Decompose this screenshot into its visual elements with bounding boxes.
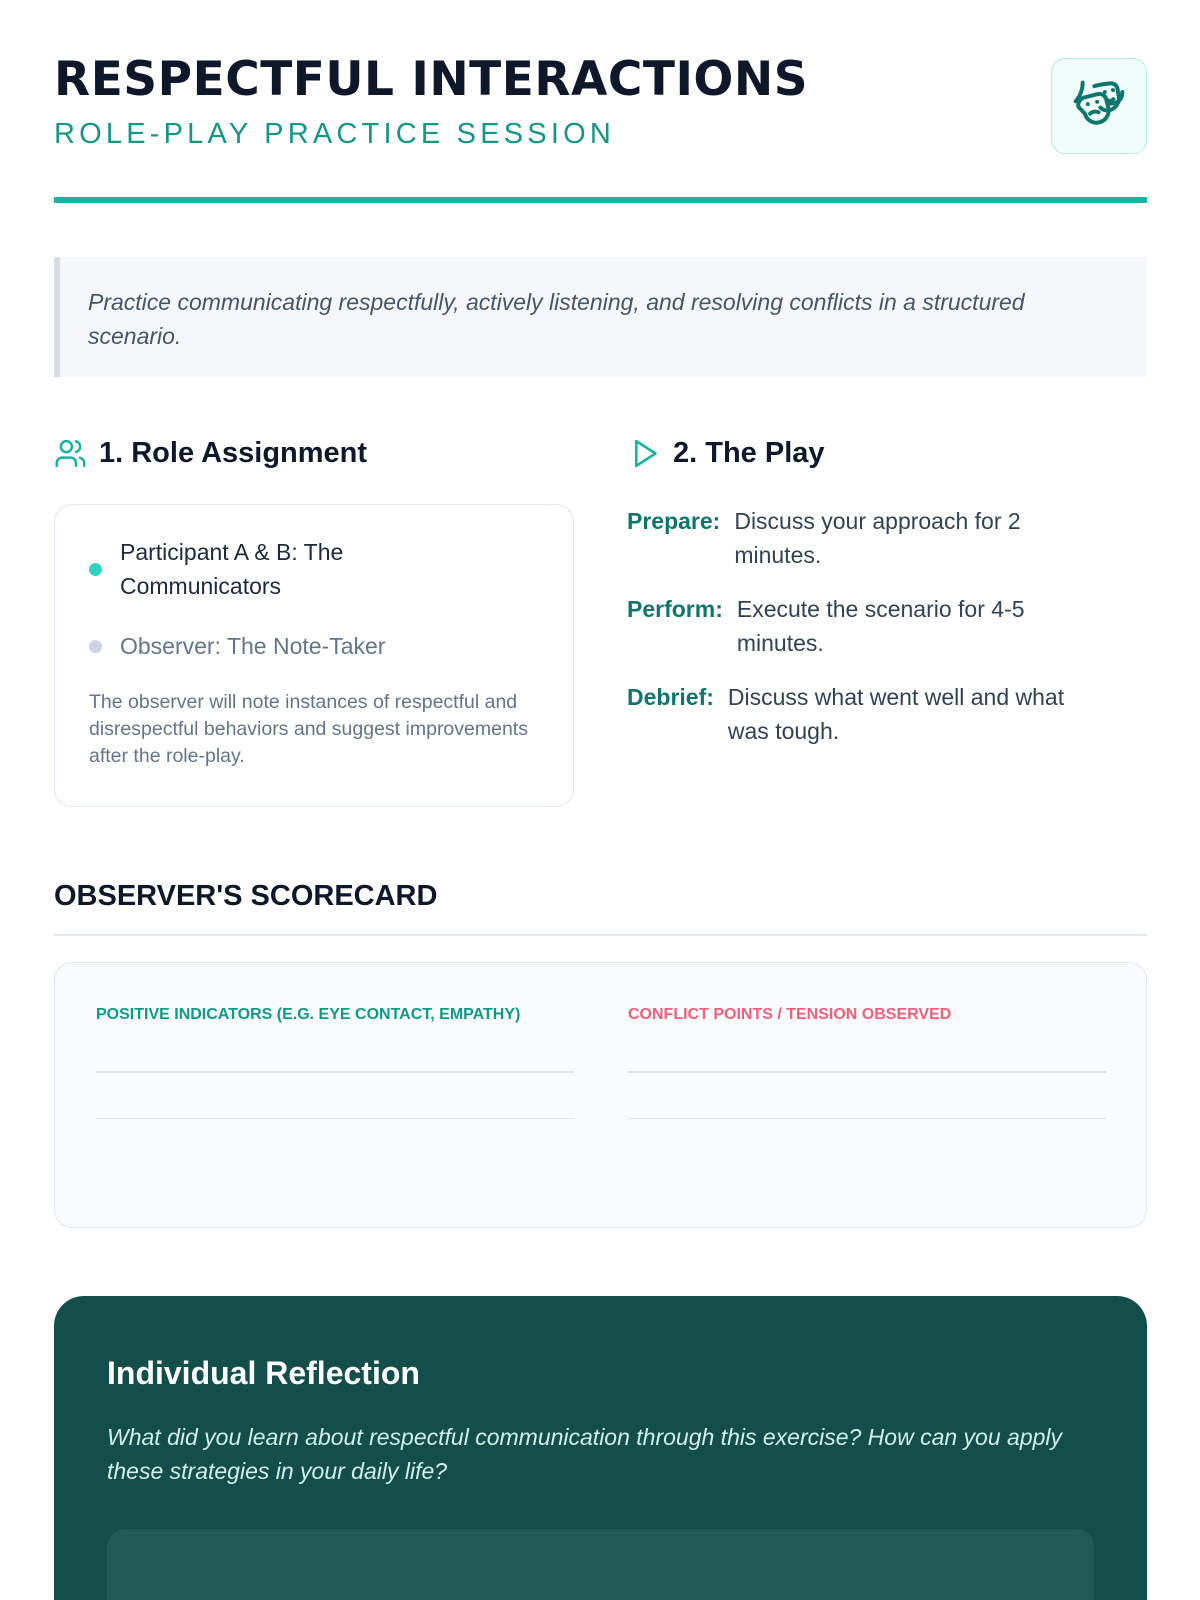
step-key: Prepare: — [627, 508, 721, 534]
worksheet-page — [54, 0, 1147, 1600]
writing-line[interactable] — [628, 1118, 1106, 1120]
reflection-title: Individual Reflection — [107, 1355, 420, 1391]
the-play-title: 2. The Play — [673, 437, 825, 469]
conflict-points-column — [628, 1005, 1106, 1119]
play-step — [627, 680, 1147, 748]
theater-masks-icon — [1071, 78, 1127, 134]
users-icon — [54, 437, 87, 470]
page-subtitle: ROLE-PLAY PRACTICE SESSION — [54, 118, 615, 150]
positive-indicators-column — [96, 1005, 574, 1119]
role-assignment-title: 1. Role Assignment — [99, 437, 368, 469]
reflection-prompt: What did you learn about respectful communication through this exercise? How can you apply these strategies in your daily life? — [107, 1424, 1063, 1484]
role-item — [89, 629, 539, 663]
step-text: Discuss what went well and what was tough. — [727, 684, 1065, 744]
scorecard-rule — [54, 934, 1147, 936]
step-text: Discuss your approach for 2 minutes. — [734, 508, 1021, 568]
role-note: The observer will note instances of respectful and disrespectful behaviors and suggest improvements after the role-play. — [89, 691, 528, 767]
play-step — [627, 504, 1147, 572]
positive-indicators-label: POSITIVE INDICATORS (E.G. EYE CONTACT, EMPATHY) — [96, 1006, 521, 1023]
intro-text: Practice communicating respectfully, actively listening, and resolving conflicts in a structured scenario. — [88, 289, 1025, 349]
header-rule — [54, 197, 1147, 203]
play-steps — [627, 504, 1147, 768]
page-title: RESPECTFUL INTERACTIONS — [54, 52, 809, 107]
intro-callout — [54, 257, 1147, 377]
play-step — [627, 592, 1147, 660]
writing-line[interactable] — [628, 1071, 1106, 1073]
the-play-heading — [628, 437, 825, 470]
role-dot — [89, 563, 102, 576]
role-card — [54, 504, 574, 807]
role-dot — [89, 640, 102, 653]
reflection-panel — [54, 1296, 1147, 1600]
step-key: Debrief: — [627, 684, 714, 710]
logo-badge — [1051, 58, 1147, 154]
writing-line[interactable] — [96, 1118, 574, 1120]
header — [54, 52, 1147, 156]
role-label: Observer: The Note-Taker — [120, 633, 386, 659]
step-key: Perform: — [627, 596, 723, 622]
role-assignment-heading — [54, 437, 367, 470]
step-text: Execute the scenario for 4-5 minutes. — [736, 596, 1025, 656]
scorecard — [54, 962, 1147, 1228]
conflict-points-label: CONFLICT POINTS / TENSION OBSERVED — [628, 1006, 952, 1023]
scorecard-title: OBSERVER'S SCORECARD — [54, 880, 438, 912]
play-icon — [628, 437, 661, 470]
role-label: Participant A & B: The Communicators — [120, 539, 344, 599]
role-item — [89, 535, 539, 603]
reflection-answer-box[interactable] — [107, 1529, 1094, 1600]
writing-line[interactable] — [96, 1071, 574, 1073]
